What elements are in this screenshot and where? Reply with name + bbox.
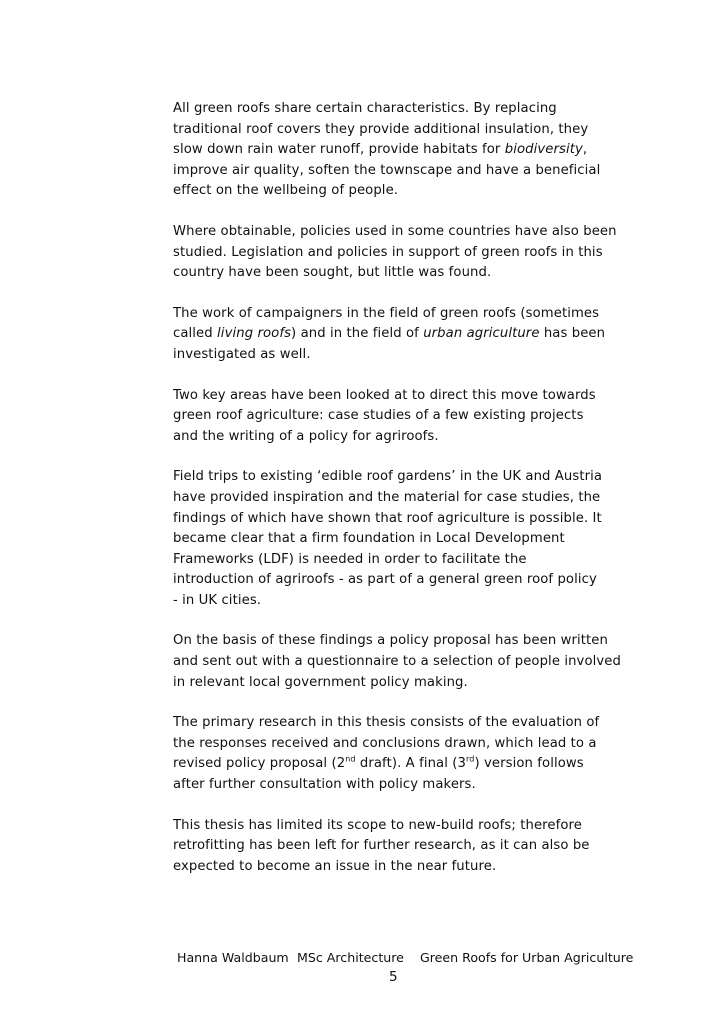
text-run: and sent out with a questionnaire to a selection of people involved xyxy=(173,654,621,670)
text-run: - in UK cities. xyxy=(173,592,262,608)
ordinal-suffix: rd xyxy=(466,755,475,765)
text-run: revised policy proposal (2 xyxy=(173,756,346,772)
text-run: introduction of agriroofs - as part of a general green roof policy xyxy=(173,572,597,588)
text-run: This thesis has limited its scope to new-build roofs; therefore xyxy=(173,817,582,833)
text-line xyxy=(173,345,633,366)
text-run: investigated as well. xyxy=(173,346,311,362)
text-line xyxy=(173,120,633,141)
text-run: after further consultation with policy makers. xyxy=(173,777,476,793)
text-line xyxy=(173,836,633,857)
text-run: On the basis of these findings a policy proposal has been written xyxy=(173,633,608,649)
text-line xyxy=(173,427,633,448)
text-run: effect on the wellbeing of people. xyxy=(173,183,399,199)
text-line xyxy=(173,529,633,550)
text-line xyxy=(173,509,633,530)
text-run: in relevant local government policy making. xyxy=(173,674,468,690)
footer-author: Hanna Waldbaum xyxy=(177,950,289,965)
text-run: , xyxy=(582,142,588,158)
text-line xyxy=(173,324,633,345)
text-line xyxy=(173,406,633,427)
text-line xyxy=(173,263,633,284)
text-run: Two key areas have been looked at to direct this move towards xyxy=(173,387,596,403)
page-number: 5 xyxy=(389,969,398,985)
text-line xyxy=(173,550,633,571)
text-run: The work of campaigners in the field of green roofs (sometimes xyxy=(173,305,600,321)
text-run: Frameworks (LDF) is needed in order to facilitate the xyxy=(173,551,527,567)
text-line xyxy=(173,99,633,120)
text-run: All green roofs share certain characteristics. By replacing xyxy=(173,101,557,116)
text-run: became clear that a firm foundation in Local Development xyxy=(173,531,565,547)
text-run: retrofitting has been left for further research, as it can also be xyxy=(173,838,590,854)
text-line xyxy=(173,243,633,264)
text-line xyxy=(173,857,633,878)
text-line xyxy=(173,652,633,673)
text-run: draft). A final (3 xyxy=(355,756,467,772)
text-run: and the writing of a policy for agriroofs. xyxy=(173,428,439,444)
text-run: slow down rain water runoff, provide habitats for xyxy=(173,142,505,158)
text-line xyxy=(173,816,633,837)
paragraph xyxy=(173,631,633,693)
text-run: improve air quality, soften the townscape and have a beneficial xyxy=(173,162,601,178)
text-run: The primary research in this thesis consists of the evaluation of xyxy=(173,715,600,731)
footer-degree: MSc Architecture xyxy=(297,950,404,965)
text-run: Where obtainable, policies used in some countries have also been xyxy=(173,223,617,239)
paragraph xyxy=(173,304,633,366)
text-run: ) and in the field of xyxy=(291,326,424,342)
text-line xyxy=(173,673,633,694)
text-line xyxy=(173,591,633,612)
paragraph xyxy=(173,467,633,611)
text-run: country have been sought, but little was found. xyxy=(173,265,492,281)
paragraph xyxy=(173,816,633,878)
italic-term: living roofs xyxy=(217,326,292,342)
paragraph xyxy=(173,99,633,202)
text-line xyxy=(173,754,633,775)
text-line xyxy=(173,488,633,509)
text-run: have provided inspiration and the material for case studies, the xyxy=(173,489,601,505)
text-line xyxy=(173,467,633,488)
paragraph xyxy=(173,713,633,795)
text-run: traditional roof covers they provide additional insulation, they xyxy=(173,121,589,137)
italic-term: urban agriculture xyxy=(423,326,540,342)
footer-title: Green Roofs for Urban Agriculture xyxy=(420,950,634,965)
text-line xyxy=(173,140,633,161)
text-line xyxy=(173,161,633,182)
text-line xyxy=(173,631,633,652)
text-line xyxy=(173,304,633,325)
text-run: called xyxy=(173,326,218,342)
text-run: studied. Legislation and policies in support of green roofs in this xyxy=(173,244,603,260)
text-line xyxy=(173,181,633,202)
text-run: findings of which have shown that roof agriculture is possible. It xyxy=(173,510,602,526)
italic-term: biodiversity xyxy=(504,142,583,158)
text-line xyxy=(173,222,633,243)
text-line xyxy=(173,775,633,796)
ordinal-suffix: nd xyxy=(345,755,356,765)
text-line xyxy=(173,734,633,755)
text-run: has been xyxy=(539,326,606,342)
text-run: the responses received and conclusions drawn, which lead to a xyxy=(173,735,597,751)
text-run: ) version follows xyxy=(474,756,584,772)
paragraph xyxy=(173,222,633,284)
text-line xyxy=(173,386,633,407)
text-run: Field trips to existing ‘edible roof gardens’ in the UK and Austria xyxy=(173,469,603,485)
text-line xyxy=(173,570,633,591)
text-run: green roof agriculture: case studies of a few existing projects xyxy=(173,408,584,424)
paragraph xyxy=(173,386,633,448)
text-line xyxy=(173,713,633,734)
text-run: expected to become an issue in the near future. xyxy=(173,858,497,874)
document-body xyxy=(173,99,633,897)
